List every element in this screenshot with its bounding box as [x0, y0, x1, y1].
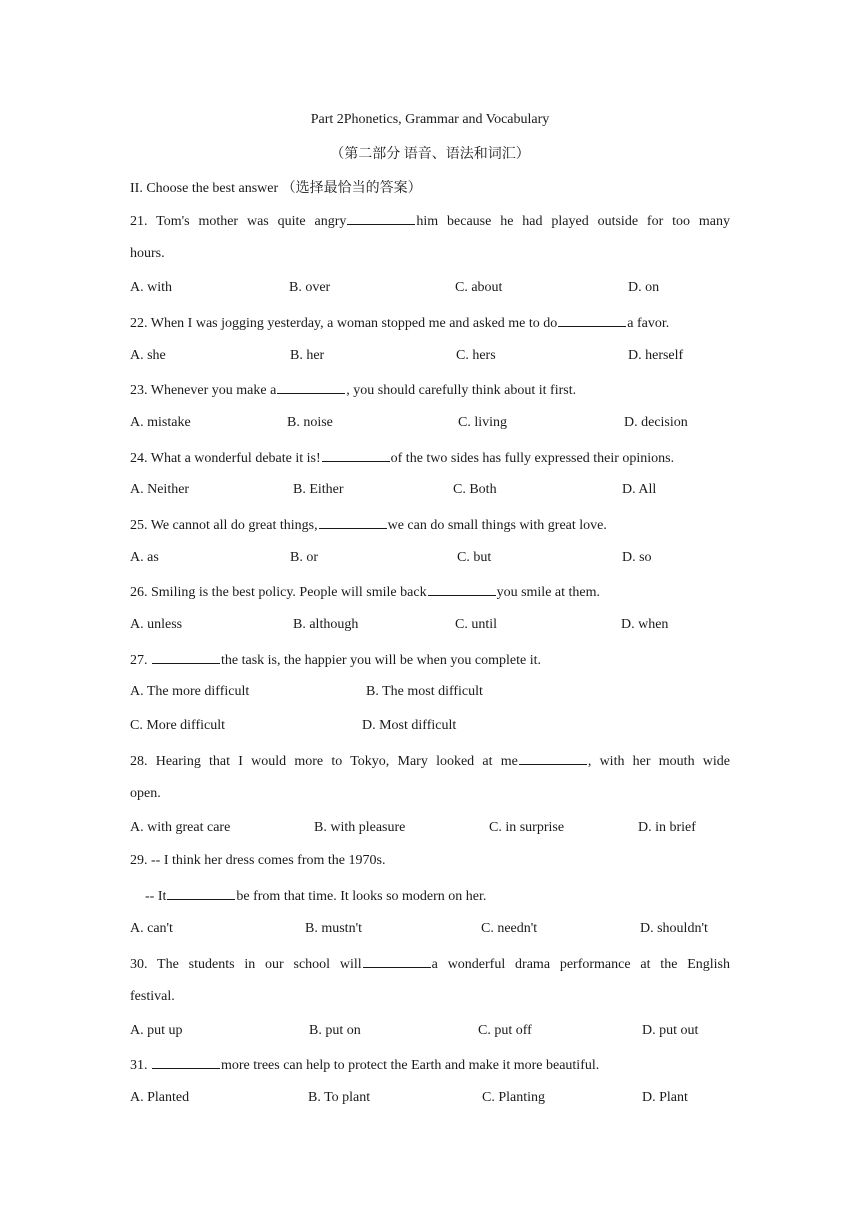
option-c: C. about: [455, 280, 503, 295]
option-b: B. put on: [309, 1023, 361, 1038]
page-subtitle: （第二部分 语音、语法和词汇）: [330, 147, 530, 162]
option-d: D. herself: [628, 348, 684, 363]
question-stem-continuation: open.: [130, 786, 161, 801]
option-a: A. can't: [130, 921, 173, 936]
question-stem: 27. the task is, the happier you will be when you complete it.: [130, 653, 541, 668]
option-d: D. Most difficult: [362, 718, 457, 733]
option-b: B. The most difficult: [366, 684, 483, 699]
option-d: D. in brief: [638, 820, 696, 835]
option-a: A. unless: [130, 617, 183, 632]
option-c: C. hers: [456, 348, 496, 363]
option-a: A. with great care: [130, 820, 231, 835]
option-c: C. until: [455, 617, 498, 632]
option-b: B. mustn't: [305, 921, 362, 936]
option-c: C. in surprise: [489, 820, 565, 835]
answer-blank: [519, 752, 587, 765]
option-c: C. living: [458, 415, 508, 430]
question-stem-continuation: hours.: [130, 246, 165, 261]
question-stem: 29. -- I think her dress comes from the 1970s.: [130, 853, 386, 868]
option-d: D. decision: [624, 415, 688, 430]
option-b: B. with pleasure: [314, 820, 406, 835]
answer-blank: [347, 212, 415, 225]
option-a: A. put up: [130, 1023, 183, 1038]
option-d: D. when: [621, 617, 669, 632]
option-a: A. with: [130, 280, 172, 295]
option-b: B. although: [293, 617, 359, 632]
option-a: A. The more difficult: [130, 684, 250, 699]
answer-blank: [167, 887, 235, 900]
question-stem: 31. more trees can help to protect the Earth and make it more beautiful.: [130, 1058, 600, 1073]
option-d: D. so: [622, 550, 652, 565]
option-c: C. put off: [478, 1023, 532, 1038]
question-stem: 22. When I was jogging yesterday, a woman stopped me and asked me to do a favor.: [130, 316, 670, 331]
option-b: B. or: [290, 550, 318, 565]
option-a: A. Planted: [130, 1090, 190, 1105]
option-a: A. mistake: [130, 415, 191, 430]
option-b: B. noise: [287, 415, 333, 430]
option-d: D. on: [628, 280, 660, 295]
option-d: D. shouldn't: [640, 921, 708, 936]
question-stem: 23. Whenever you make a , you should carefully think about it first.: [130, 383, 577, 398]
answer-blank: [322, 449, 390, 462]
question-dialogue-line: -- It be from that time. It looks so modern on her.: [145, 889, 487, 904]
question-stem: 21. Tom's mother was quite angry him because he had played outside for too many: [130, 214, 730, 229]
question-stem: 26. Smiling is the best policy. People will smile back you smile at them.: [130, 585, 601, 600]
answer-blank: [152, 651, 220, 664]
option-c: C. Both: [453, 482, 497, 497]
option-c: C. but: [457, 550, 492, 565]
option-d: D. put out: [642, 1023, 699, 1038]
question-stem: 25. We cannot all do great things, we can do small things with great love.: [130, 518, 607, 533]
question-stem: 24. What a wonderful debate it is! of the two sides has fully expressed their opinions.: [130, 451, 675, 466]
option-d: D. All: [622, 482, 657, 497]
answer-blank: [152, 1056, 220, 1069]
answer-blank: [558, 314, 626, 327]
option-a: A. Neither: [130, 482, 190, 497]
question-stem: 28. Hearing that I would more to Tokyo, Mary looked at me , with her mouth wide: [130, 754, 731, 769]
option-b: B. over: [289, 280, 331, 295]
question-stem-continuation: festival.: [130, 989, 175, 1004]
section-heading: II. Choose the best answer （选择最恰当的答案）: [130, 181, 422, 196]
option-b: B. To plant: [308, 1090, 371, 1105]
option-a: A. as: [130, 550, 159, 565]
option-b: B. her: [290, 348, 325, 363]
answer-blank: [428, 583, 496, 596]
answer-blank: [319, 516, 387, 529]
page-title: Part 2Phonetics, Grammar and Vocabulary: [310, 112, 550, 127]
question-stem: 30. The students in our school will a wonderful drama performance at the English: [130, 957, 730, 972]
option-a: A. she: [130, 348, 166, 363]
option-b: B. Either: [293, 482, 344, 497]
option-c: C. More difficult: [130, 718, 226, 733]
answer-blank: [363, 955, 431, 968]
option-c: C. needn't: [481, 921, 538, 936]
option-c: C. Planting: [482, 1090, 546, 1105]
answer-blank: [277, 381, 345, 394]
option-d: D. Plant: [642, 1090, 688, 1105]
